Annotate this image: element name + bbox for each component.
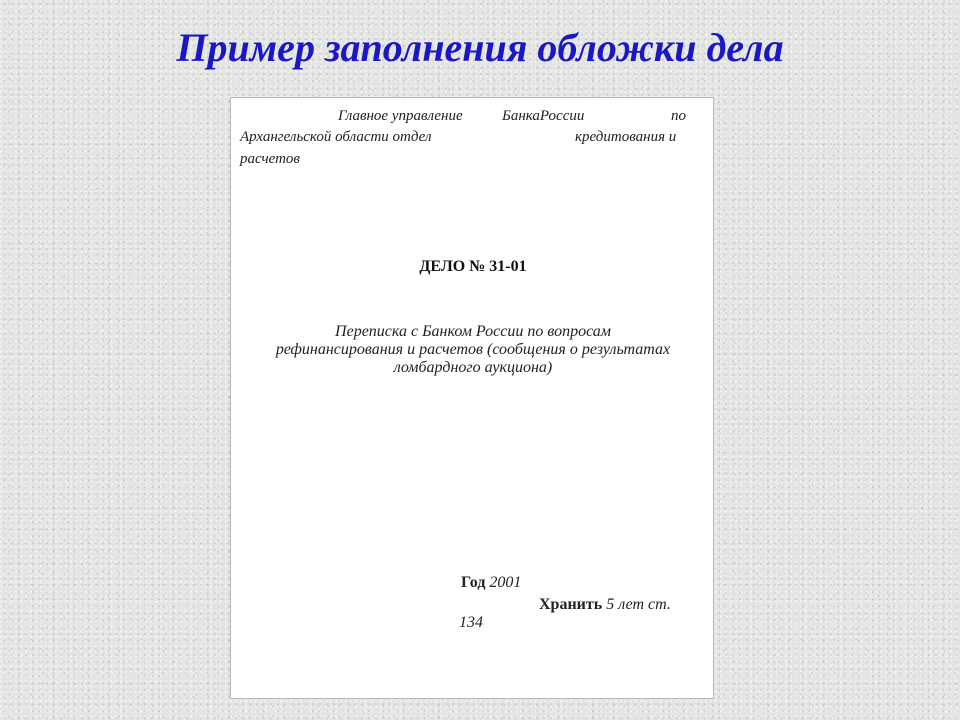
case-title-line-1: Переписка с Банком России по вопросам xyxy=(335,323,611,340)
organization-text-1: Главное управление xyxy=(338,108,463,124)
retention-label: Хранить xyxy=(539,596,603,613)
organization-text-4: Архангельской области отдел xyxy=(240,129,432,145)
case-title-line-2: рефинансирования и расчетов (сообщения о результатах xyxy=(275,341,671,358)
organization-text-5: кредитования и xyxy=(575,129,677,145)
retention-field xyxy=(539,596,671,614)
case-number: ДЕЛО № 31-01 xyxy=(419,258,527,275)
article-number: 134 xyxy=(459,614,483,631)
case-title xyxy=(231,323,715,377)
year-field xyxy=(461,574,521,592)
case-cover-sheet xyxy=(230,97,714,699)
slide-title: Пример заполнения обложки дела xyxy=(176,25,784,70)
organization-text-2: БанкаРоссии xyxy=(502,108,585,124)
retention-value: 5 лет ст. xyxy=(606,596,671,613)
case-title-line-3: ломбардного аукциона) xyxy=(393,359,553,376)
organization-text-3: по xyxy=(671,108,686,124)
year-label: Год xyxy=(461,574,486,591)
year-value: 2001 xyxy=(489,574,522,591)
organization-text-6: расчетов xyxy=(240,151,300,167)
